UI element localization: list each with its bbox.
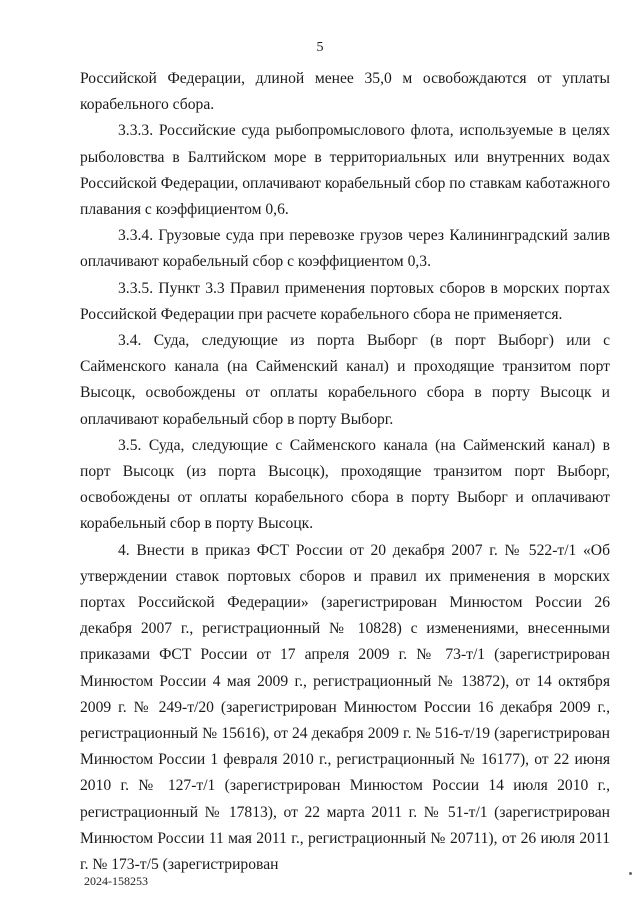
- paragraph-3-3-3: 3.3.3. Российские суда рыбопромыслового флота, используемые в целях рыболовства в Балтийском море в территориальных или внутренних водах Российской Федерации, оплачивают корабельный сбор по ставкам каботажного плавания с коэффициентом 0,6.: [80, 122, 610, 219]
- document-body: [80, 66, 610, 878]
- paragraph-4: 4. Внести в приказ ФСТ России от 20 декабря 2007 г. № 522-т/1 «Об утверждении ставок портовых сборов и правил их применения в морских портах Российской Федерации» (зарегистрирован Минюстом России 26 декабря 2007 г., регистрационный № 10828) с изменениями, внесенными приказами ФСТ России от 17 апреля 2009 г. № 73-т/1 (зарегистрирован Минюстом России 4 мая 2009 г., регистрационный № 13872), от 14 октября 2009 г. № 249-т/20 (зарегистрирован Минюстом России 16 декабря 2009 г., регистрационный № 15616), от 24 декабря 2009 г. № 516-т/19 (зарегистрирован Минюстом России 1 февраля 2010 г., регистрационный № 16177), от 22 июня 2010 г. № 127-т/1 (зарегистрирован Минюстом России 14 июля 2010 г., регистрационный № 17813), от 22 марта 2011 г. № 51-т/1 (зарегистрирован Минюстом России 11 мая 2011 г., регистрационный № 20711), от 26 июля 2011 г. № 173-т/5 (зарегистрирован: [80, 541, 610, 874]
- paragraph-continuation: Российской Федерации, длиной менее 35,0 м освобождаются от уплаты корабельного сбора.: [80, 70, 610, 114]
- paragraph-3-3-4: 3.3.4. Грузовые суда при перевозке грузов через Калининградский залив оплачивают корабельный сбор с коэффициентом 0,3.: [80, 227, 610, 271]
- page-number: 5: [316, 40, 324, 55]
- scan-dot: [629, 872, 632, 875]
- paragraph-3-5: 3.5. Суда, следующие с Сайменского канала (на Сайменский канал) в порт Высоцк (из порта Высоцк), проходящие транзитом порт Выборг, освобождены от оплаты корабельного сбора в порту Выборг и оплачивают корабельный сбор в порту Высоцк.: [80, 436, 610, 533]
- paragraph-3-4: 3.4. Суда, следующие из порта Выборг (в порт Выборг) или с Сайменского канала (на Сайменский канал) и проходящие транзитом порт Высоцк, освобождены от оплаты корабельного сбора в порту Высоцк и оплачивают корабельный сбор в порту Выборг.: [80, 332, 610, 428]
- paragraph-3-3-5: 3.3.5. Пункт 3.3 Правил применения портовых сборов в морских портах Российской Федерации при расчете корабельного сбора не применяется.: [80, 279, 610, 323]
- document-id: 2024-158253: [84, 874, 148, 888]
